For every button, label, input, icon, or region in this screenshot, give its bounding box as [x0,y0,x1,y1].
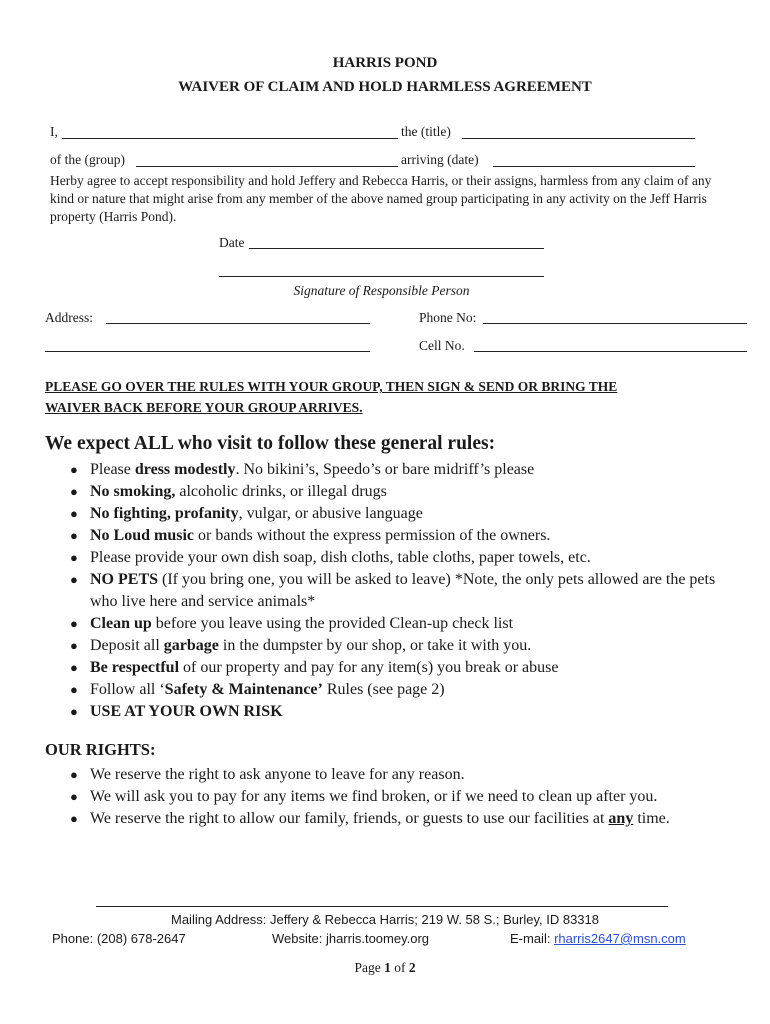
bullet-icon: ● [70,616,78,631]
date-label: Date [219,235,245,250]
footer-email: E-mail: rharris2647@msn.com [510,931,686,946]
rule-item: ● No Loud music or bands without the express permission of the owners. [64,525,734,547]
rule-item: ● No fighting, profanity, vulgar, or abusive language [64,503,734,525]
bullet-icon: ● [70,528,78,543]
rights-list [64,764,734,830]
arriving-date-field-line[interactable] [493,166,695,167]
bullet-icon: ● [70,811,78,826]
signature-label: Signature of Responsible Person [293,283,470,298]
address-line-2[interactable] [45,351,370,352]
phone-label: Phone No: [419,310,477,325]
group-field-line[interactable] [136,166,398,167]
title-field-line[interactable] [462,138,695,139]
rule-item: ● USE AT YOUR OWN RISK [64,701,734,723]
address-field-line[interactable] [106,323,370,324]
bullet-icon: ● [70,704,78,719]
phone-field-line[interactable] [483,323,747,324]
rule-item: ● Please dress modestly. No bikini’s, Speedo’s or bare midriff’s please [64,459,734,481]
email-link[interactable]: rharris2647@msn.com [554,931,686,946]
date-field-line[interactable] [249,248,544,249]
name-field-line[interactable] [62,138,398,139]
bullet-icon: ● [70,572,78,587]
bullet-icon: ● [70,484,78,499]
bullet-icon: ● [70,550,78,565]
signature-field-line[interactable] [219,276,544,277]
rule-item: ● Please provide your own dish soap, dish cloths, table cloths, paper towels, etc. [64,547,734,569]
address-label: Address: [45,310,93,325]
bullet-icon: ● [70,789,78,804]
rule-item: ● Follow all ‘Safety & Maintenance’ Rules (see page 2) [64,679,734,701]
mailing-address: Mailing Address: Jeffery & Rebecca Harris; 219 W. 58 S.; Burley, ID 83318 [171,912,599,927]
footer-phone: Phone: (208) 678-2647 [52,931,186,946]
document-subtitle: WAIVER OF CLAIM AND HOLD HARMLESS AGREEMENT [178,79,592,95]
notice-line-2: WAIVER BACK BEFORE YOUR GROUP ARRIVES. [45,400,363,415]
bullet-icon: ● [70,638,78,653]
cell-label: Cell No. [419,338,465,353]
title-label: the (title) [401,124,451,139]
arriving-label: arriving (date) [401,152,479,167]
bullet-icon: ● [70,682,78,697]
rights-heading: OUR RIGHTS: [45,740,156,759]
bullet-icon: ● [70,767,78,782]
footer-divider [96,906,668,907]
footer-website: Website: jharris.toomey.org [272,931,430,946]
rights-item: ● We reserve the right to ask anyone to leave for any reason. [64,764,734,786]
document-title: HARRIS POND [332,55,438,71]
rules-heading: We expect ALL who visit to follow these general rules: [45,433,496,454]
agreement-text: Herby agree to accept responsibility and hold Jeffery and Rebecca Harris, or their assigns, harmless from any claim of any kind or nature that might arise from any member of the above named group participating in any activity on the Jeff Harris property (Harris Pond). [50,173,712,224]
i-label: I, [50,124,58,139]
rule-item: ● No smoking, alcoholic drinks, or illegal drugs [64,481,734,503]
rule-item: ● Be respectful of our property and pay for any item(s) you break or abuse [64,657,734,679]
rules-list [64,459,734,723]
rule-item: ● NO PETS (If you bring one, you will be asked to leave) *Note, the only pets allowed are the pets who live here and service animals* [70,571,716,610]
rule-item: ● Deposit all garbage in the dumpster by our shop, or take it with you. [64,635,734,657]
bullet-icon: ● [70,660,78,675]
rights-item: ● We will ask you to pay for any items we find broken, or if we need to clean up after you. [64,786,734,808]
rights-item: ● We reserve the right to allow our family, friends, or guests to use our facilities at any time. [64,808,734,830]
page-number: Page 1 of 2 [354,960,416,975]
bullet-icon: ● [70,462,78,477]
rule-item: ● Clean up before you leave using the provided Clean-up check list [64,613,734,635]
bullet-icon: ● [70,506,78,521]
notice-line-1: PLEASE GO OVER THE RULES WITH YOUR GROUP, THEN SIGN & SEND OR BRING THE [45,379,618,394]
group-label: of the (group) [50,152,125,167]
cell-field-line[interactable] [474,351,747,352]
